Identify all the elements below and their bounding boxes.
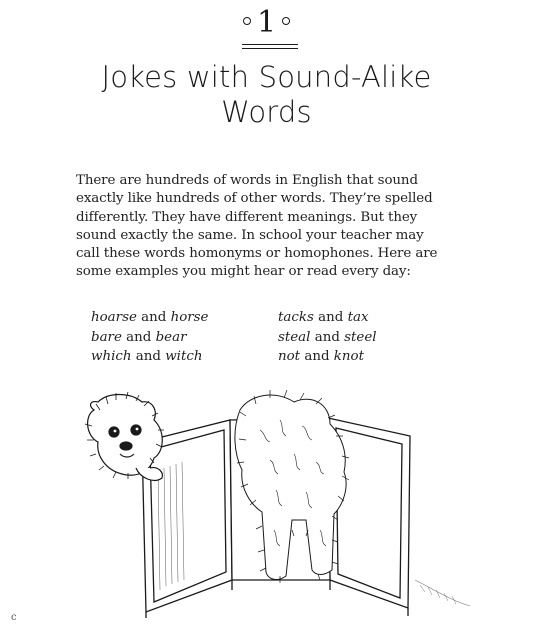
example-word: tax <box>347 310 369 325</box>
example-pair <box>278 347 377 367</box>
chapter-number: 1 <box>256 5 277 40</box>
example-word: witch <box>165 349 203 364</box>
intro-paragraph <box>76 172 476 282</box>
example-word: tacks <box>278 310 314 325</box>
example-pair <box>278 328 377 348</box>
chapter-number-mark <box>0 6 533 40</box>
examples-right-column <box>278 308 377 367</box>
example-word: knot <box>333 349 364 364</box>
example-connector: and <box>314 329 340 345</box>
example-connector: and <box>135 349 161 364</box>
right-ornament-dot-icon <box>282 17 290 25</box>
bear-behind-screen-illustration <box>80 380 480 620</box>
chapter-underline <box>242 44 298 45</box>
example-word: bare <box>91 329 122 345</box>
example-word: hoarse <box>91 310 137 325</box>
intro-line: sound exactly the same. In school your teacher may <box>76 227 424 243</box>
example-pair <box>91 328 208 348</box>
example-word: not <box>278 349 301 364</box>
example-word: steel <box>344 329 377 345</box>
intro-line: call these words homonyms or homophones. Here are <box>76 246 438 262</box>
bear-head-icon <box>85 392 164 480</box>
example-connector: and <box>141 310 167 325</box>
chapter-title-line-1: Jokes with Sound-Alike <box>101 60 432 94</box>
chapter-title-line-2: Words <box>221 95 312 129</box>
left-ornament-dot-icon <box>243 17 251 25</box>
intro-line: some examples you might hear or read every day: <box>76 264 411 280</box>
example-word: horse <box>170 310 209 325</box>
example-pair <box>278 308 377 328</box>
example-connector: and <box>126 329 152 345</box>
example-connector: and <box>318 310 344 325</box>
examples-left-column <box>91 308 208 367</box>
example-word: bear <box>155 329 187 345</box>
chapter-underline-second <box>242 48 298 49</box>
page-corner-mark: c <box>11 612 17 623</box>
example-pair <box>91 347 208 367</box>
example-word: steal <box>278 329 311 345</box>
intro-line: exactly like hundreds of other words. They’re spelled <box>76 191 433 207</box>
example-pair <box>91 308 208 328</box>
intro-line: differently. They have different meanings. But they <box>76 209 418 225</box>
intro-line: There are hundreds of words in English that sound <box>76 173 418 188</box>
chapter-title <box>40 60 493 130</box>
example-word: which <box>91 349 132 364</box>
example-connector: and <box>304 349 330 364</box>
